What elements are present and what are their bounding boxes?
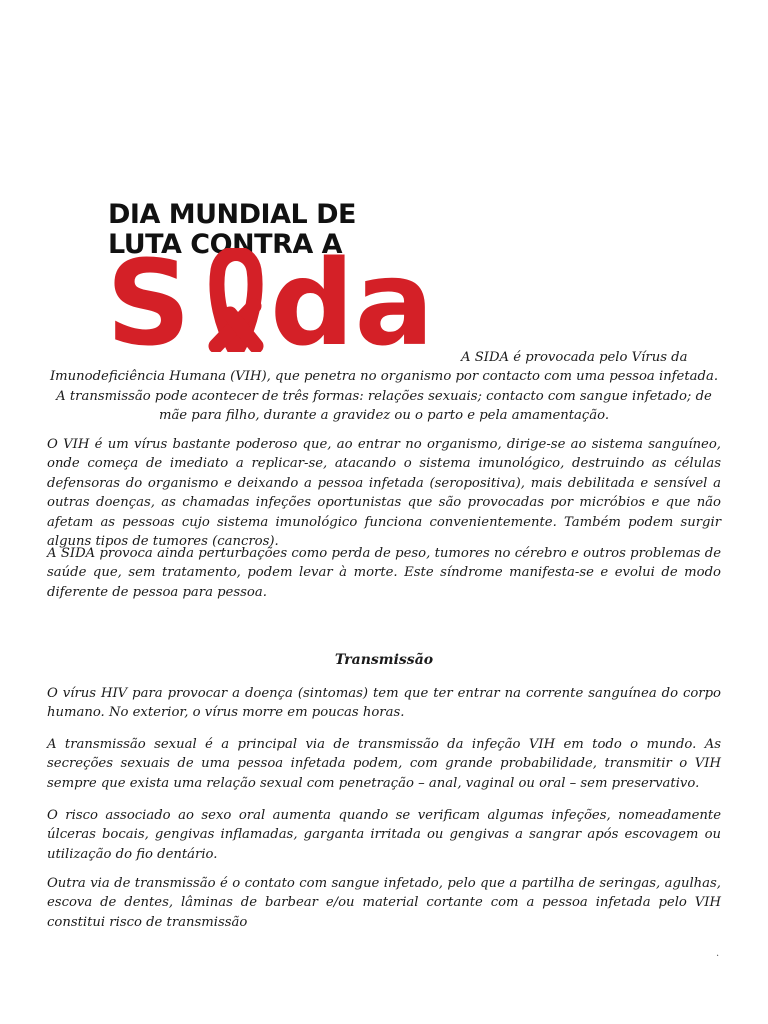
paragraph-transmission-intro: O vírus HIV para provocar a doença (sintomas) tem que ter entrar na corrente sanguínea do corpo humano. No exterior, o vírus morre em poucas horas. — [47, 686, 721, 721]
logo-sida-word — [104, 248, 454, 352]
intro-first-line: A SIDA é provocada pelo Vírus da — [461, 350, 688, 365]
logo-letters-da: da — [270, 248, 435, 352]
paragraph-blood-transmission: Outra via de transmissão é o contato com sangue infetado, pelo que a partilha de seringas, agulhas, escova de dentes, lâminas de barbear e/ou material cortante com a pessoa infetada pelo VIH constitui risco de transmissão — [47, 876, 721, 930]
paragraph-vih: O VIH é um vírus bastante poderoso que, ao entrar no organismo, dirige-se ao sistema sanguíneo, onde começa de imediato a replicar-se, atacando o sistema imunológico, destruindo as células defensoras do organismo e deixando a pessoa infetada (seropositiva), mais debilitada e sensível a outras doenças, as chamadas infeções oportunistas que são provocadas por micróbios e que não afetam as pessoas cujo sistema imunológico funciona convenientemente. Também podem surgir alguns tipos de tumores (cancros). — [47, 437, 721, 550]
logo-letter-s: S — [106, 248, 191, 352]
red-ribbon-icon — [216, 254, 256, 349]
section-heading-transmissao: Transmissão — [334, 652, 434, 668]
logo-line-1: DIA MUNDIAL DE — [108, 199, 356, 230]
paragraph-sexual-transmission: A transmissão sexual é a principal via de transmissão da infeção VIH em todo o mundo. As secreções sexuais de uma pessoa infetada podem, com grande probabilidade, transmitir o VIH sempre que exista uma relação sexual com penetração – anal, vaginal ou oral – sem preservativo. — [47, 737, 721, 791]
sida-logo — [104, 192, 454, 352]
logo-line-2: LUTA CONTRA A — [108, 229, 343, 260]
footer-mark: . — [716, 948, 720, 959]
paragraph-sida-effects: A SIDA provoca ainda perturbações como perda de peso, tumores no cérebro e outros problemas de saúde que, sem tratamento, podem levar à morte. Este síndrome manifesta-se e evolui de modo diferente de pessoa para pessoa. — [47, 546, 721, 600]
paragraph-oral-risk: O risco associado ao sexo oral aumenta quando se verificam algumas infeções, nomeadamente úlceras bocais, gengivas inflamadas, garganta irritada ou gengivas a sangrar após escovagem ou utilização do fio dentário. — [47, 808, 721, 862]
intro-rest: Imunodeficiência Humana (VIH), que penetra no organismo por contacto com uma pessoa infetada. A transmissão pode acontecer de três formas: relações sexuais; contacto com sangue infetado; de mãe para filho, durante a gravidez ou o parto e pela amamentação. — [49, 369, 719, 424]
intro-paragraph — [47, 348, 721, 426]
